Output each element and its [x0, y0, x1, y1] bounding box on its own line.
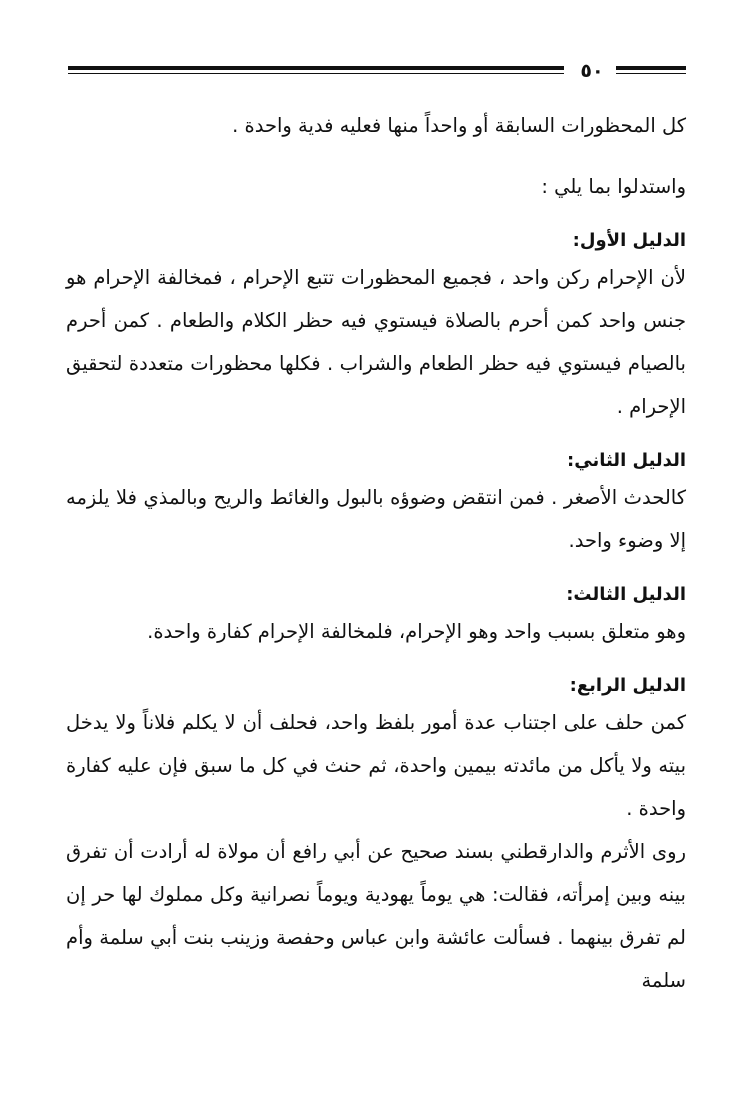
intro-evidence-lead: واستدلوا بما يلي :	[541, 175, 686, 198]
header-rule-right-thick	[616, 66, 686, 70]
evidence-2-text: كالحدث الأصغر . فمن انتقض وضوؤه بالبول والغائط والريح وبالمذي فلا يلزمه إلا وضوء واحد.	[66, 486, 686, 552]
evidence-1-text: لأن الإحرام ركن واحد ، فجميع المحظورات تتبع الإحرام ، فمخالفة الإحرام هو جنس واحد كمن أحرم بالصلاة فيستوي فيه حظر الكلام والطعام . كمن أحرم بالصيام فيستوي فيه حظر الطعام والشراب . فكلها محظورات متعددة لتحقيق الإحرام .	[66, 266, 686, 418]
evidence-4-heading: الدليل الرابع:	[569, 675, 686, 696]
evidence-3-text: وهو متعلق بسبب واحد وهو الإحرام، فلمخالفة الإحرام كفارة واحدة.	[147, 620, 686, 643]
header-rule-thin	[68, 73, 564, 74]
evidence-3-heading: الدليل الثالث:	[566, 584, 686, 605]
header-rule-thick	[68, 66, 564, 70]
narration-paragraph: روى الأثرم والدارقطني بسند صحيح عن أبي رافع أن مولاة له أرادت أن تفرق بينه وبين إمرأته، فقالت: هي يوماً يهودية ويوماً نصرانية وكل مملوك لها حر إن لم تفرق بينهما . فسألت عائشة وابن عباس وحفصة وزينب بنت أبي سلمة وأم سلمة	[66, 840, 686, 992]
evidence-2-heading: الدليل الثاني:	[567, 450, 686, 471]
page-body	[66, 104, 686, 1002]
page-header	[68, 60, 686, 84]
intro-paragraph: كل المحظورات السابقة أو واحداً منها فعليه فدية واحدة .	[232, 114, 686, 137]
page-number: ٥٠	[580, 60, 604, 82]
evidence-4-text: كمن حلف على اجتناب عدة أمور بلفظ واحد، فحلف أن لا يكلم فلاناً ولا يدخل بيته ولا يأكل من مائدته بيمين واحدة، ثم حنث في كل ما سبق فإن عليه كفارة واحدة .	[66, 711, 686, 820]
header-rule-right-thin	[616, 73, 686, 74]
evidence-1-heading: الدليل الأول:	[572, 230, 686, 251]
